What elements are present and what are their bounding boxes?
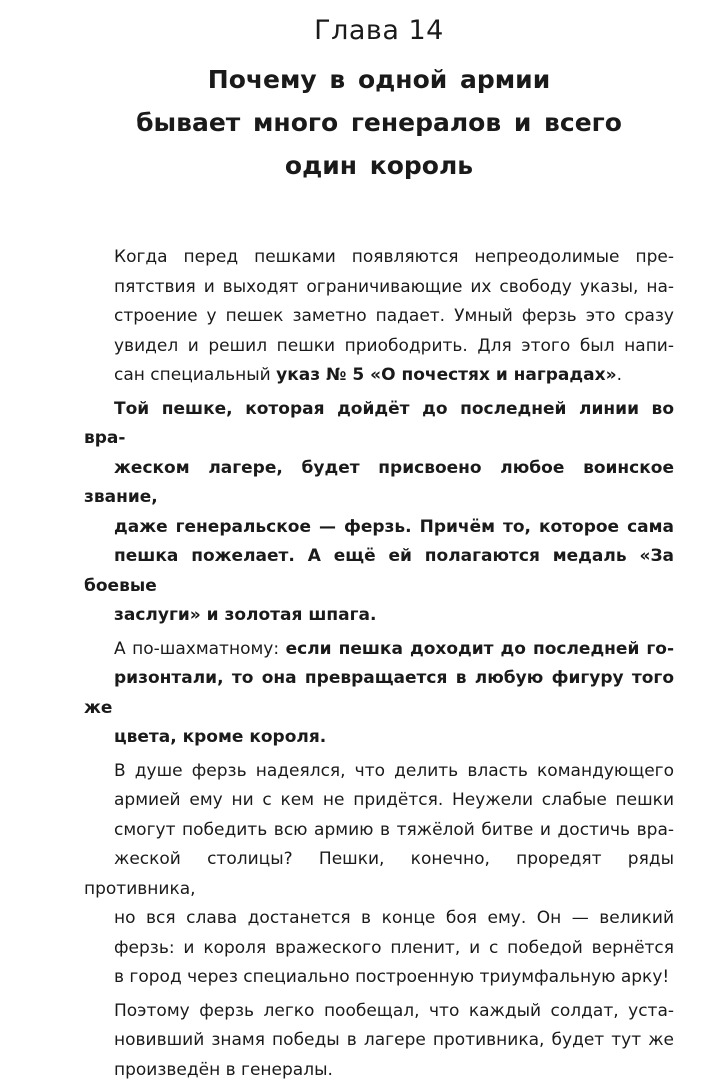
text-line: [84, 934, 674, 964]
chapter-body: [84, 243, 674, 1085]
bold-text: указ № 5 «О почестях и наградах»: [276, 365, 616, 385]
text-line: [84, 1026, 674, 1056]
paragraph: [84, 243, 674, 391]
text-run: Когда перед пешками появляются непреодолимые пре-: [114, 247, 674, 267]
text-line: [84, 454, 674, 513]
bold-text: если пешка доходит до последней го-: [286, 639, 674, 659]
text-line: [84, 332, 674, 362]
text-line: [84, 963, 674, 993]
text-run: армией ему ни с кем не придётся. Неужели слабые пешки: [114, 790, 674, 810]
text-run: .: [617, 365, 622, 385]
bold-text: жеском лагере, будет присвоено любое воинское звание,: [84, 458, 674, 508]
text-line: [84, 542, 674, 601]
text-run: увидел и решил пешки приободрить. Для этого был напи-: [114, 336, 674, 356]
text-run: А по-шахматному:: [114, 639, 286, 659]
text-line: [84, 273, 674, 303]
paragraph: [84, 395, 674, 631]
text-line: [84, 361, 674, 391]
paragraph: [84, 635, 674, 753]
bold-text: цвета, кроме короля.: [114, 727, 326, 747]
chapter-title-line: один король: [84, 144, 674, 187]
text-line: [84, 664, 674, 723]
text-run: В душе ферзь надеялся, что делить власть командующего: [114, 761, 674, 781]
text-line: [84, 845, 674, 904]
chapter-number: Глава 14: [84, 14, 674, 48]
text-line: [84, 302, 674, 332]
text-run: новивший знамя победы в лагере противника, будет тут же: [114, 1030, 674, 1050]
text-run: в город через специально построенную триумфальную арку!: [114, 967, 669, 987]
text-line: [84, 513, 674, 543]
bold-text: ризонтали, то она превращается в любую фигуру того же: [84, 668, 674, 718]
text-line: [84, 395, 674, 454]
text-line: [84, 723, 674, 753]
chapter-title: [84, 58, 674, 187]
chapter-title-line: бывает много генералов и всего: [84, 101, 674, 144]
text-line: [84, 904, 674, 934]
text-run: но вся слава достанется в конце боя ему. Он — великий: [114, 908, 674, 928]
text-line: [84, 243, 674, 273]
text-run: смогут победить всю армию в тяжёлой битве и достичь вра-: [114, 820, 674, 840]
bold-text: пешка пожелает. А ещё ей полагаются медаль «За боевые: [84, 546, 674, 596]
text-line: [84, 1056, 674, 1085]
paragraph: [84, 997, 674, 1085]
bold-text: заслуги» и золотая шпага.: [114, 605, 376, 625]
text-line: [84, 757, 674, 787]
bold-text: Той пешке, которая дойдёт до последней линии во вра-: [84, 399, 674, 449]
text-line: [84, 997, 674, 1027]
text-run: пятствия и выходят ограничивающие их свободу указы, на-: [114, 277, 674, 297]
bold-text: даже генеральское — ферзь. Причём то, которое сама: [114, 517, 674, 537]
paragraph: [84, 757, 674, 993]
text-run: жеской столицы? Пешки, конечно, проредят ряды противника,: [84, 849, 674, 899]
text-run: сан специальный: [114, 365, 276, 385]
book-page: [0, 14, 716, 1002]
text-run: произведён в генералы.: [114, 1060, 333, 1080]
text-run: ферзь: и короля вражеского пленит, и с победой вернётся: [114, 938, 674, 958]
text-run: Поэтому ферзь легко пообещал, что каждый солдат, уста-: [114, 1001, 674, 1021]
text-line: [84, 635, 674, 665]
text-line: [84, 601, 674, 631]
chapter-title-line: Почему в одной армии: [84, 58, 674, 101]
text-run: строение у пешек заметно падает. Умный ферзь это сразу: [114, 306, 674, 326]
text-line: [84, 786, 674, 816]
text-line: [84, 816, 674, 846]
